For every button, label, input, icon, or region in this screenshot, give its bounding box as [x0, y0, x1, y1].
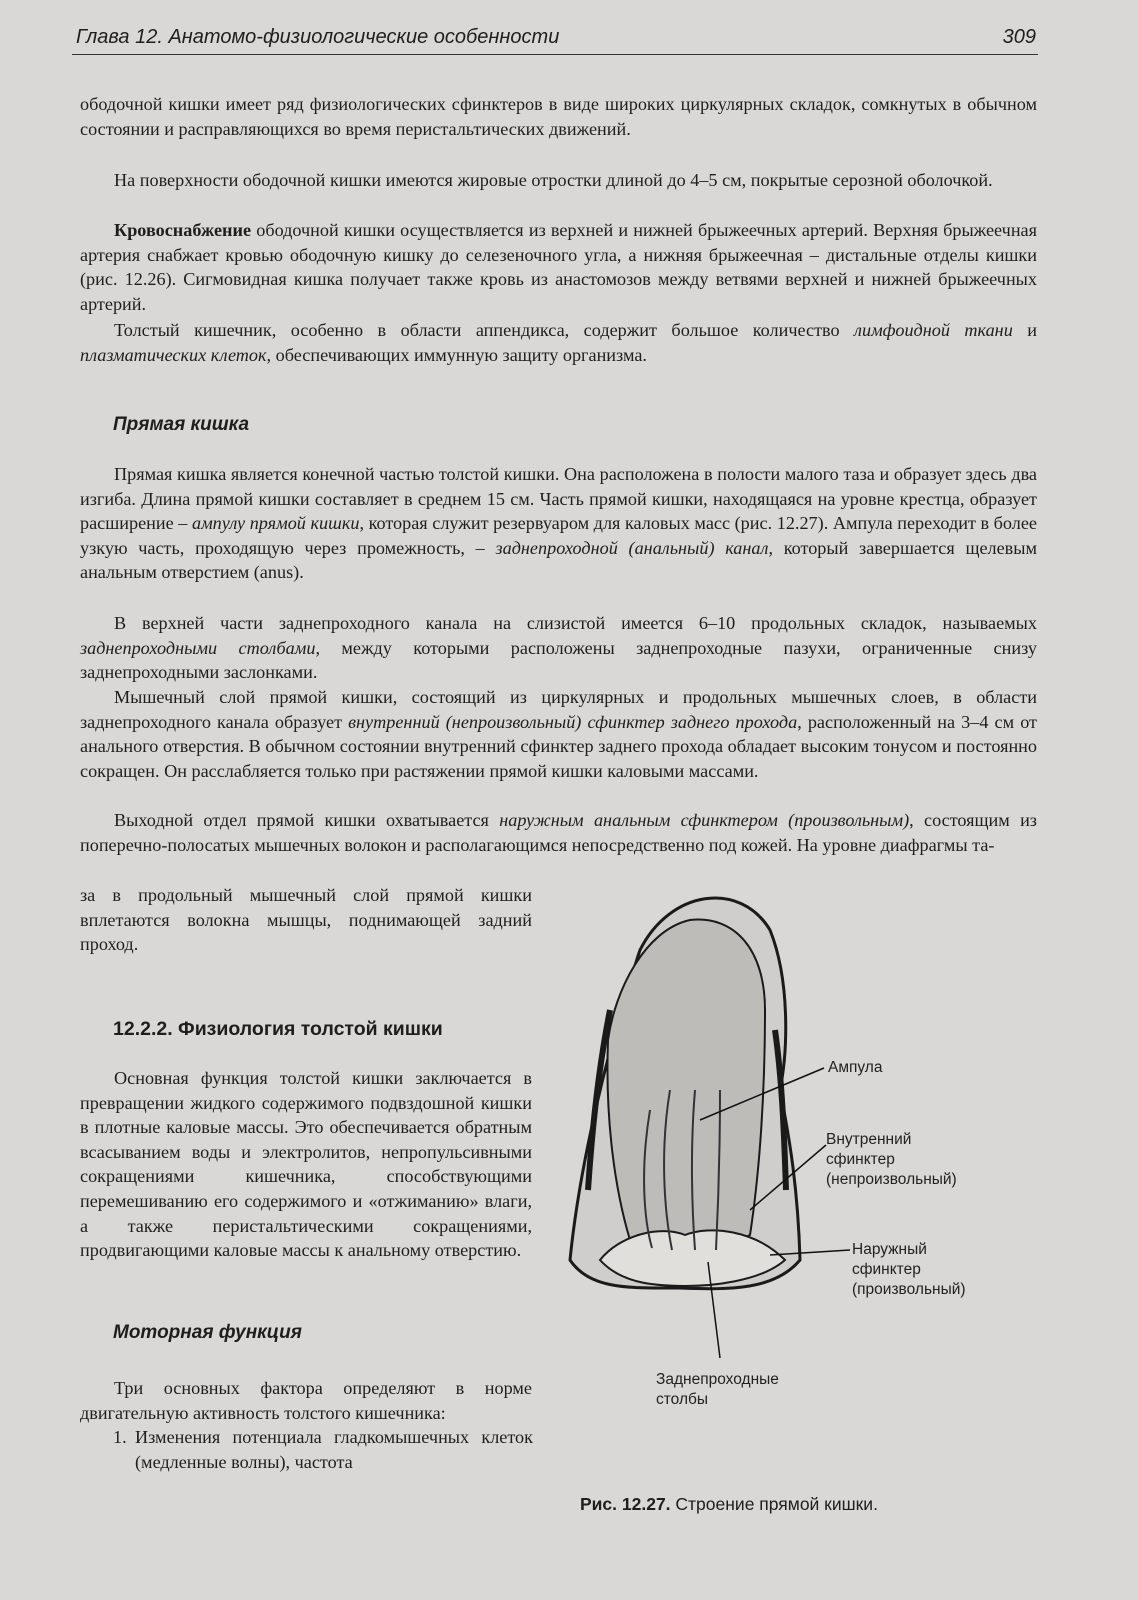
heading-rectum: Прямая кишка: [113, 414, 250, 435]
list-item: [113, 1425, 533, 1474]
page-number: 309: [1002, 26, 1036, 48]
paragraph-fat-appendages: На поверхности ободочной кишки имеются жировые отростки длиной до 4–5 см, покрытые серозной оболочкой.: [114, 170, 993, 190]
label-internal-sphincter-line1: Внутренний: [826, 1131, 912, 1148]
figure-caption: [580, 1494, 878, 1515]
label-external-sphincter-line1: Наружный: [852, 1241, 927, 1258]
term-anal-canal: заднепроходной (анальный) канал: [495, 537, 769, 558]
label-ampulla: Ампула: [828, 1059, 883, 1076]
label-external-sphincter-line2: сфинктер: [852, 1261, 921, 1278]
paragraph-main-function: Основная функция толстой кишки заключается в превращении жидкого содержимого подвздошной кишки в плотные каловые массы. Это обеспечивается обратным всасыванием воды и электролитов, непропульсивными сокращениями кишечника, способствующими перемешиванию его содержимого и «отжиманию» влаги, а также перистальтическими сокращениями, продвигающими каловые массы к анальному отверстию.: [80, 1068, 532, 1261]
rectum-illustration: [560, 890, 1030, 1410]
figure-caption-text: Строение прямой кишки.: [670, 1494, 878, 1514]
term-ampulla: ампулу прямой кишки: [191, 513, 360, 534]
paragraph-anal-columns: В верхней части заднепроходного канала на слизистой имеется 6–10 продольных складок, называемых заднепроходными столбами, между которыми расположены заднепроходные пазухи, ограниченные снизу заднепроходными заслонками.: [80, 613, 1037, 683]
paragraph-rectum: Прямая кишка является конечной частью толстой кишки. Она расположена в полости малого таза и образует здесь два изгиба. Длина прямой кишки составляет в среднем 15 см. Часть прямой кишки, находящаяся на уровне крестца, образует расширение – ампулу прямой кишки, которая служит резервуаром для каловых масс (рис. 12.27). Ампула переходит в более узкую часть, проходящую через промежность, – заднепроходной (анальный) канал, который завершается щелевым анальным отверстием (anus).: [80, 464, 1037, 583]
paragraph-lymphoid: Толстый кишечник, особенно в области аппендикса, содержит большое количество лимфоидной ткани и плазматических клеток, обеспечивающих иммунную защиту организма.: [80, 320, 1037, 365]
term-lymphoid-tissue: лимфоидной ткани: [854, 320, 1013, 340]
label-internal-sphincter-line2: сфинктер: [826, 1151, 895, 1168]
list-item-text: Изменения потенциала гладкомышечных клеток (медленные волны), частота: [135, 1427, 533, 1472]
term-anal-columns: заднепроходными столбами: [80, 637, 316, 658]
running-head: [72, 24, 1038, 55]
paragraph-external-sphincter: Выходной отдел прямой кишки охватывается наружным анальным сфинктером (произвольным), состоящим из поперечно-полосатых мышечных волокон и располагающимся непосредственно под кожей. На уровне диафрагмы та-: [80, 810, 1037, 855]
term-internal-sphincter: внутренний (непроизвольный) сфинктер заднего прохода: [348, 711, 798, 732]
label-internal-sphincter-line3: (непроизвольный): [826, 1171, 957, 1188]
figure-rectum: [560, 890, 1030, 1410]
paragraph-blood-supply: Кровоснабжение ободочной кишки осуществляется из верхней и нижней брыжеечных артерий. Верхняя брыжеечная артерия снабжает кровью ободочную кишку до селезеночного угла, а нижняя брыжеечная – дистальные отделы кишки (рис. 12.26). Сигмовидная кишка получает также кровь из анастомозов между ветвями верхней и нижней брыжеечных артерий.: [80, 220, 1037, 314]
term-plasma-cells: плазматических клеток: [80, 344, 267, 365]
paragraph-muscle-layer: Мышечный слой прямой кишки, состоящий из циркулярных и продольных мышечных слоев, в области заднепроходного канала образует внутренний (непроизвольный) сфинктер заднего прохода, расположенный на 3–4 см от анального отверстия. В обычном состоянии внутренний сфинктер заднего прохода обладает высоким тонусом и постоянно сокращен. Он расслабляется только при растяжении прямой кишки каловыми массами.: [80, 687, 1038, 781]
label-external-sphincter-line3: (произвольный): [852, 1281, 966, 1298]
term-external-sphincter: наружным анальным сфинктером (произвольным): [499, 810, 910, 830]
label-anal-columns-line2: столбы: [656, 1391, 709, 1408]
paragraph-levator: за в продольный мышечный слой прямой кишки вплетаются волокна мышцы, поднимающей задний проход.: [80, 885, 532, 955]
heading-physiology: 12.2.2. Физиология толстой кишки: [113, 1018, 443, 1040]
term-blood-supply: Кровоснабжение: [114, 220, 252, 240]
paragraph-colon-sphincters: ободочной кишки имеет ряд физиологических сфинктеров в виде широких циркулярных складок, сомкнутых в обычном состоянии и расправляющихся во время перистальтических движений.: [80, 94, 1037, 139]
paragraph-motor-factors: Три основных фактора определяют в норме двигательную активность толстого кишечника:: [80, 1378, 532, 1423]
label-anal-columns-line1: Заднепроходные: [656, 1371, 779, 1388]
figure-number: Рис. 12.27.: [580, 1494, 671, 1514]
list-marker: 1.: [113, 1427, 127, 1447]
heading-motor-function: Моторная функция: [113, 1322, 302, 1343]
chapter-title: Глава 12. Анатомо-физиологические особенности: [76, 26, 560, 48]
